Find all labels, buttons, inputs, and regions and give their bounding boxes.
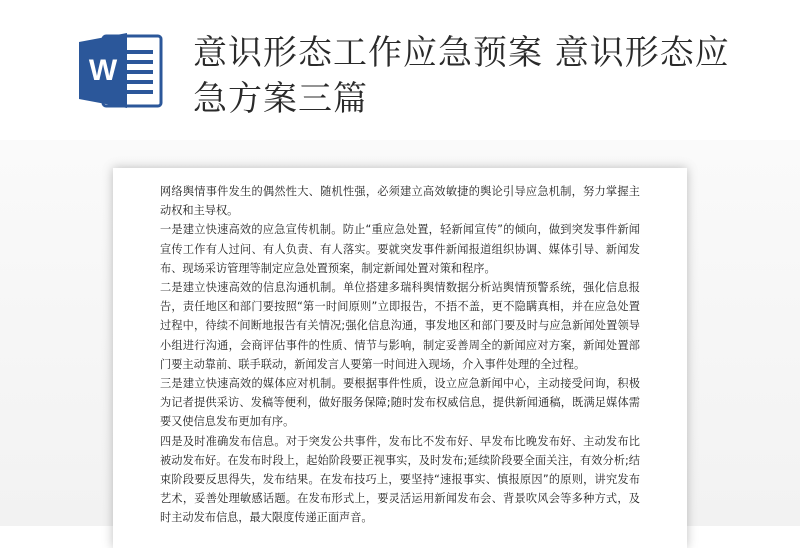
page-title: 意识形态工作应急预案 意识形态应急方案三篇 [193,33,730,119]
document-page [113,168,687,548]
document-body [160,182,640,528]
paragraph-intro: 网络舆情事件发生的偶然性大、随机性强，必须建立高效敏捷的舆论引导应急机制，努力掌握主动权和主导权。 [160,185,640,218]
word-icon [77,30,163,110]
paragraph-3: 三是建立快速高效的媒体应对机制。要根据事件性质，设立应急新闻中心，主动接受问询，积极为记者提供采访、发稿等便利，做好服务保障;随时发布权威信息，提供新闻通稿，既满足媒体需要又使信息发布更加有序。 [160,377,640,429]
word-icon-letter: W [88,54,118,87]
paragraph-4: 四是及时准确发布信息。对于突发公共事件，发布比不发布好、早发布比晚发布好、主动发布比被动发布好。在发布时段上，起始阶段要正视事实，及时发布;延续阶段要全面关注，有效分析;结束阶段要反思得失，发布结果。在发布技巧上，要坚持“速报事实、慎报原因”的原则，讲究发布艺术，妥善处理敏感话题。在发布形式上，要灵活运用新闻发布会、背景吹风会等多种方式，及时主动发布信息，最大限度传递正面声音。 [160,434,640,525]
header [0,0,800,140]
paragraph-2: 二是建立快速高效的信息沟通机制。单位搭建多瑞科舆情数据分析站舆情预警系统，强化信息报告，责任地区和部门要按照“第一时间原则”立即报告，不捂不盖，更不隐瞒真相，并在应急处置过程中，待续不间断地报告有关情况;强化信息沟通，事发地区和部门要及时与应急新闻处置领导小组进行沟通，会商评估事件的性质、情节与影响，制定妥善周全的新闻应对方案，新闻处置部门要主动靠前、联手联动，新闻发言人要第一时间进入现场，介入事件处理的全过程。 [160,281,640,371]
paragraph-1: 一是建立快速高效的应急宣传机制。防止“重应急处置，轻新闻宣传”的倾向，做到突发事件新闻宣传工作有人过问、有人负责、有人落实。要就突发事件新闻报道组织协调、媒体引导、新闻发布、现场采访管理等制定应急处置预案，制定新闻处置对策和程序。 [160,223,640,275]
